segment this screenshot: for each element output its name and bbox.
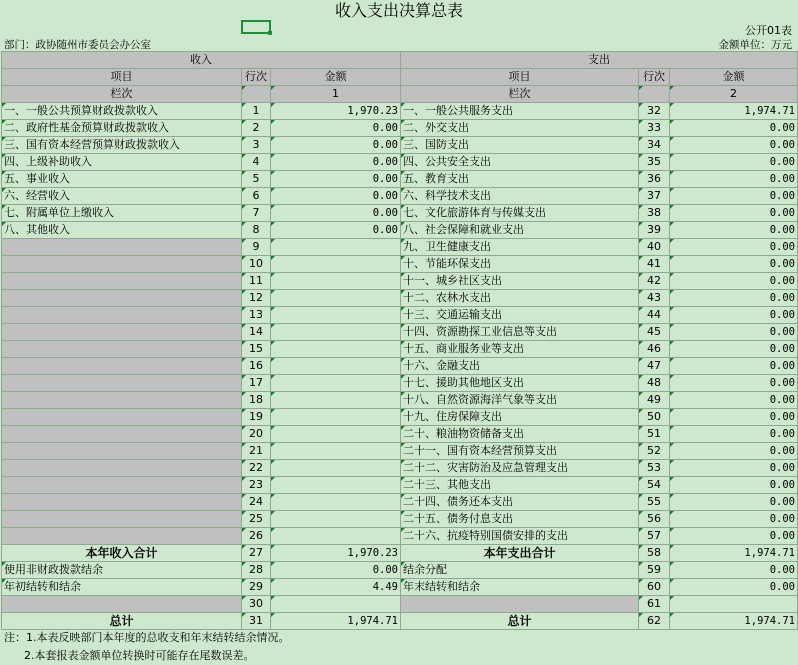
- income-total-label[interactable]: 本年收入合计: [2, 545, 242, 562]
- table-row: [2, 494, 798, 511]
- income-amount-cell[interactable]: 1,970.23: [271, 103, 401, 120]
- expense-line-cell[interactable]: 50: [639, 409, 670, 426]
- footnote-2: 2.本套报表金额单位转换时可能存在尾数误差。: [24, 649, 255, 662]
- expense-item-cell[interactable]: 四、公共安全支出: [401, 154, 639, 171]
- expense-item-cell[interactable]: 三、国防支出: [401, 137, 639, 154]
- expense-amount-cell[interactable]: 0.00: [670, 324, 798, 341]
- expense-item-cell[interactable]: 十八、自然资源海洋气象等支出: [401, 392, 639, 409]
- table-row: [2, 256, 798, 273]
- expense-line-cell[interactable]: 48: [639, 375, 670, 392]
- income-line-cell[interactable]: 8: [242, 222, 271, 239]
- expense-total-label[interactable]: 本年支出合计: [401, 545, 639, 562]
- income-grand-total-line[interactable]: 31: [242, 613, 271, 630]
- income-item-cell[interactable]: [2, 358, 242, 375]
- expense-amount-cell[interactable]: 1,974.71: [670, 103, 798, 120]
- income-item-cell[interactable]: [2, 596, 242, 613]
- income-item-cell[interactable]: 一、一般公共预算财政拨款收入: [2, 103, 242, 120]
- expense-section-header: 支出: [401, 52, 798, 69]
- income-line-cell[interactable]: 7: [242, 205, 271, 222]
- income-amount-cell[interactable]: [271, 239, 401, 256]
- income-grand-total-label[interactable]: 总计: [2, 613, 242, 630]
- income-amount-cell[interactable]: [271, 443, 401, 460]
- income-item-cell[interactable]: 年初结转和结余: [2, 579, 242, 596]
- footnotes: [4, 629, 290, 665]
- expense-amount-cell[interactable]: 0.00: [670, 307, 798, 324]
- balance-row: [2, 562, 798, 579]
- expense-amount-cell[interactable]: 0.00: [670, 392, 798, 409]
- income-item-cell[interactable]: [2, 460, 242, 477]
- expense-amount-cell[interactable]: 0.00: [670, 239, 798, 256]
- income-line-cell[interactable]: 22: [242, 460, 271, 477]
- income-amount-cell[interactable]: 0.00: [271, 137, 401, 154]
- income-item-cell[interactable]: 使用非财政拨款结余: [2, 562, 242, 579]
- expense-line-cell[interactable]: 52: [639, 443, 670, 460]
- footnote-1: 注：1.本表反映部门本年度的总收支和年末结转结余情况。: [4, 631, 290, 644]
- table-row: [2, 239, 798, 256]
- income-amount-cell[interactable]: [271, 273, 401, 290]
- income-grand-total-amount[interactable]: 1,974.71: [271, 613, 401, 630]
- expense-item-cell[interactable]: 十三、交通运输支出: [401, 307, 639, 324]
- expense-amount-cell[interactable]: 0.00: [670, 494, 798, 511]
- table-row: [2, 154, 798, 171]
- income-item-cell[interactable]: 五、事业收入: [2, 171, 242, 188]
- table-row: [2, 409, 798, 426]
- expense-amount-cell[interactable]: 0.00: [670, 358, 798, 375]
- income-item-cell[interactable]: [2, 477, 242, 494]
- expense-amount-cell[interactable]: 0.00: [670, 290, 798, 307]
- income-total-amount[interactable]: 1,970.23: [271, 545, 401, 562]
- table-row: [2, 375, 798, 392]
- income-amount-cell[interactable]: [271, 341, 401, 358]
- balance-row: [2, 579, 798, 596]
- income-item-cell[interactable]: [2, 307, 242, 324]
- table-row: [2, 205, 798, 222]
- income-column-number: 1: [271, 86, 401, 103]
- expense-amount-cell[interactable]: 0.00: [670, 120, 798, 137]
- income-line-cell[interactable]: 18: [242, 392, 271, 409]
- income-amount-cell[interactable]: 0.00: [271, 171, 401, 188]
- income-item-cell[interactable]: [2, 324, 242, 341]
- expense-amount-cell[interactable]: 0.00: [670, 409, 798, 426]
- expense-line-cell[interactable]: 55: [639, 494, 670, 511]
- expense-line-cell[interactable]: 45: [639, 324, 670, 341]
- form-number: 公开01表: [745, 24, 792, 37]
- income-amount-cell[interactable]: [271, 392, 401, 409]
- income-amount-cell[interactable]: [271, 477, 401, 494]
- expense-item-cell[interactable]: 二十、粮油物资储备支出: [401, 426, 639, 443]
- income-amount-cell[interactable]: 0.00: [271, 562, 401, 579]
- expense-line-cell[interactable]: 61: [639, 596, 670, 613]
- income-lanci-blank: [242, 86, 271, 103]
- income-line-cell[interactable]: 14: [242, 324, 271, 341]
- table-row: [2, 528, 798, 545]
- expense-grand-total-amount[interactable]: 1,974.71: [670, 613, 798, 630]
- expense-item-cell[interactable]: 五、教育支出: [401, 171, 639, 188]
- income-line-cell[interactable]: 30: [242, 596, 271, 613]
- expense-amount-cell[interactable]: 0.00: [670, 154, 798, 171]
- expense-line-cell[interactable]: 40: [639, 239, 670, 256]
- table-row: [2, 120, 798, 137]
- table-row: [2, 324, 798, 341]
- income-line-cell[interactable]: 15: [242, 341, 271, 358]
- expense-amount-cell[interactable]: 0.00: [670, 137, 798, 154]
- income-line-cell[interactable]: 25: [242, 511, 271, 528]
- income-item-cell[interactable]: [2, 341, 242, 358]
- expense-amount-cell[interactable]: 0.00: [670, 341, 798, 358]
- column-number-row: [2, 86, 798, 103]
- expense-amount-cell[interactable]: 0.00: [670, 222, 798, 239]
- expense-line-cell[interactable]: 54: [639, 477, 670, 494]
- expense-item-cell[interactable]: 十七、援助其他地区支出: [401, 375, 639, 392]
- table-row: [2, 460, 798, 477]
- expense-item-header: 项目: [401, 69, 639, 86]
- expense-line-cell[interactable]: 47: [639, 358, 670, 375]
- table-row: [2, 290, 798, 307]
- expense-item-cell[interactable]: 二十五、债务付息支出: [401, 511, 639, 528]
- income-line-cell[interactable]: 20: [242, 426, 271, 443]
- expense-line-cell[interactable]: 49: [639, 392, 670, 409]
- expense-amount-cell[interactable]: 0.00: [670, 443, 798, 460]
- income-amount-cell[interactable]: [271, 307, 401, 324]
- income-item-header: 项目: [2, 69, 242, 86]
- expense-amount-cell[interactable]: 0.00: [670, 256, 798, 273]
- expense-line-cell[interactable]: 37: [639, 188, 670, 205]
- income-amount-cell[interactable]: [271, 426, 401, 443]
- income-amount-cell[interactable]: [271, 324, 401, 341]
- expense-amount-cell[interactable]: 0.00: [670, 528, 798, 545]
- expense-column-number: 2: [670, 86, 798, 103]
- income-line-cell[interactable]: 6: [242, 188, 271, 205]
- income-amount-cell[interactable]: [271, 494, 401, 511]
- income-item-cell[interactable]: [2, 375, 242, 392]
- expense-amount-cell[interactable]: 0.00: [670, 477, 798, 494]
- table-row: [2, 103, 798, 120]
- income-line-cell[interactable]: 28: [242, 562, 271, 579]
- income-item-cell[interactable]: [2, 256, 242, 273]
- table-row: [2, 511, 798, 528]
- expense-item-cell[interactable]: 十五、商业服务业等支出: [401, 341, 639, 358]
- expense-item-cell[interactable]: 七、文化旅游体育与传媒支出: [401, 205, 639, 222]
- expense-item-cell[interactable]: 九、卫生健康支出: [401, 239, 639, 256]
- expense-amount-cell[interactable]: 0.00: [670, 205, 798, 222]
- income-amount-cell[interactable]: 0.00: [271, 154, 401, 171]
- table-row: [2, 171, 798, 188]
- balance-row: [2, 596, 798, 613]
- expense-item-cell[interactable]: 二、外交支出: [401, 120, 639, 137]
- expense-item-cell[interactable]: 八、社会保障和就业支出: [401, 222, 639, 239]
- income-item-cell[interactable]: [2, 239, 242, 256]
- table-row: [2, 477, 798, 494]
- income-line-cell[interactable]: 5: [242, 171, 271, 188]
- expense-line-cell[interactable]: 59: [639, 562, 670, 579]
- expense-grand-total-label[interactable]: 总计: [401, 613, 639, 630]
- income-amount-cell[interactable]: 0.00: [271, 205, 401, 222]
- income-line-cell[interactable]: 9: [242, 239, 271, 256]
- income-line-cell[interactable]: 21: [242, 443, 271, 460]
- income-amount-cell[interactable]: [271, 528, 401, 545]
- expense-line-cell[interactable]: 35: [639, 154, 670, 171]
- expense-amount-cell[interactable]: [670, 596, 798, 613]
- expense-item-cell[interactable]: 二十三、其他支出: [401, 477, 639, 494]
- expense-amount-cell[interactable]: 0.00: [670, 426, 798, 443]
- income-item-cell[interactable]: [2, 392, 242, 409]
- income-amount-cell[interactable]: [271, 256, 401, 273]
- income-line-cell[interactable]: 26: [242, 528, 271, 545]
- expense-line-cell[interactable]: 42: [639, 273, 670, 290]
- income-line-cell[interactable]: 16: [242, 358, 271, 375]
- income-amount-cell[interactable]: [271, 409, 401, 426]
- income-item-cell[interactable]: 八、其他收入: [2, 222, 242, 239]
- expense-line-cell[interactable]: 56: [639, 511, 670, 528]
- income-amount-cell[interactable]: 0.00: [271, 120, 401, 137]
- income-item-cell[interactable]: [2, 494, 242, 511]
- income-amount-cell[interactable]: 0.00: [271, 188, 401, 205]
- table-row: [2, 137, 798, 154]
- report-title: 收入支出决算总表: [334, 1, 463, 20]
- income-amount-cell[interactable]: [271, 375, 401, 392]
- income-item-cell[interactable]: [2, 273, 242, 290]
- grand-total-row: [2, 613, 798, 630]
- income-amount-header: 金额: [271, 69, 401, 86]
- table-row: [2, 358, 798, 375]
- income-item-cell[interactable]: [2, 511, 242, 528]
- expense-line-cell[interactable]: 51: [639, 426, 670, 443]
- table-row: [2, 307, 798, 324]
- income-expense-table: [1, 51, 798, 630]
- income-section-header: 收入: [2, 52, 401, 69]
- income-line-header: 行次: [242, 69, 271, 86]
- income-line-cell[interactable]: 2: [242, 120, 271, 137]
- column-header-row: [2, 69, 798, 86]
- income-line-cell[interactable]: 24: [242, 494, 271, 511]
- expense-item-cell[interactable]: 十六、金融支出: [401, 358, 639, 375]
- expense-grand-total-line[interactable]: 62: [639, 613, 670, 630]
- expense-amount-cell[interactable]: 0.00: [670, 562, 798, 579]
- table-row: [2, 341, 798, 358]
- selected-cell-cursor[interactable]: [241, 20, 271, 34]
- income-amount-cell[interactable]: 0.00: [271, 222, 401, 239]
- expense-line-cell[interactable]: 33: [639, 120, 670, 137]
- expense-item-cell[interactable]: 一、一般公共服务支出: [401, 103, 639, 120]
- income-item-cell[interactable]: [2, 443, 242, 460]
- income-line-cell[interactable]: 23: [242, 477, 271, 494]
- expense-item-cell[interactable]: 十二、农林水支出: [401, 290, 639, 307]
- table-row: [2, 392, 798, 409]
- expense-item-cell[interactable]: 二十二、灾害防治及应急管理支出: [401, 460, 639, 477]
- expense-line-cell[interactable]: 38: [639, 205, 670, 222]
- income-line-cell[interactable]: 19: [242, 409, 271, 426]
- expense-amount-cell[interactable]: 0.00: [670, 273, 798, 290]
- income-line-cell[interactable]: 11: [242, 273, 271, 290]
- income-item-cell[interactable]: 六、经营收入: [2, 188, 242, 205]
- income-line-cell[interactable]: 3: [242, 137, 271, 154]
- department-label: 部门：政协随州市委员会办公室: [4, 39, 151, 51]
- expense-line-cell[interactable]: 60: [639, 579, 670, 596]
- income-amount-cell[interactable]: [271, 290, 401, 307]
- income-amount-cell[interactable]: [271, 596, 401, 613]
- table-row: [2, 188, 798, 205]
- expense-amount-cell[interactable]: 0.00: [670, 375, 798, 392]
- expense-item-cell[interactable]: 十九、住房保障支出: [401, 409, 639, 426]
- income-total-line[interactable]: 27: [242, 545, 271, 562]
- income-item-cell[interactable]: 二、政府性基金预算财政拨款收入: [2, 120, 242, 137]
- expense-amount-cell[interactable]: 0.00: [670, 579, 798, 596]
- income-line-cell[interactable]: 4: [242, 154, 271, 171]
- expense-lanci-label: 栏次: [401, 86, 639, 103]
- expense-amount-cell[interactable]: 0.00: [670, 188, 798, 205]
- expense-line-cell[interactable]: 44: [639, 307, 670, 324]
- expense-line-cell[interactable]: 46: [639, 341, 670, 358]
- income-line-cell[interactable]: 17: [242, 375, 271, 392]
- income-item-cell[interactable]: [2, 290, 242, 307]
- income-line-cell[interactable]: 29: [242, 579, 271, 596]
- expense-item-cell[interactable]: 六、科学技术支出: [401, 188, 639, 205]
- income-lanci-label: 栏次: [2, 86, 242, 103]
- income-item-cell[interactable]: 七、附属单位上缴收入: [2, 205, 242, 222]
- section-header-row: [2, 52, 798, 69]
- expense-amount-header: 金额: [670, 69, 798, 86]
- income-amount-cell[interactable]: [271, 358, 401, 375]
- income-amount-cell[interactable]: 4.49: [271, 579, 401, 596]
- income-amount-cell[interactable]: [271, 511, 401, 528]
- expense-total-line[interactable]: 58: [639, 545, 670, 562]
- income-line-cell[interactable]: 13: [242, 307, 271, 324]
- expense-line-cell[interactable]: 41: [639, 256, 670, 273]
- expense-amount-cell[interactable]: 0.00: [670, 171, 798, 188]
- expense-line-cell[interactable]: 43: [639, 290, 670, 307]
- income-item-cell[interactable]: [2, 409, 242, 426]
- income-line-cell[interactable]: 10: [242, 256, 271, 273]
- expense-item-cell[interactable]: 二十六、抗疫特别国债安排的支出: [401, 528, 639, 545]
- expense-total-amount[interactable]: 1,974.71: [670, 545, 798, 562]
- income-amount-cell[interactable]: [271, 460, 401, 477]
- table-row: [2, 222, 798, 239]
- expense-line-cell[interactable]: 32: [639, 103, 670, 120]
- expense-item-cell[interactable]: 十、节能环保支出: [401, 256, 639, 273]
- expense-item-cell[interactable]: [401, 596, 639, 613]
- expense-line-cell[interactable]: 39: [639, 222, 670, 239]
- table-row: [2, 273, 798, 290]
- expense-item-cell[interactable]: 十一、城乡社区支出: [401, 273, 639, 290]
- expense-item-cell[interactable]: 二十一、国有资本经营预算支出: [401, 443, 639, 460]
- expense-item-cell[interactable]: 结余分配: [401, 562, 639, 579]
- expense-line-cell[interactable]: 57: [639, 528, 670, 545]
- expense-line-cell[interactable]: 36: [639, 171, 670, 188]
- income-item-cell[interactable]: 四、上级补助收入: [2, 154, 242, 171]
- income-item-cell[interactable]: [2, 528, 242, 545]
- table-row: [2, 443, 798, 460]
- income-line-cell[interactable]: 12: [242, 290, 271, 307]
- income-item-cell[interactable]: 三、国有资本经营预算财政拨款收入: [2, 137, 242, 154]
- expense-item-cell[interactable]: 二十四、债务还本支出: [401, 494, 639, 511]
- amount-unit-label: 金额单位：万元: [718, 39, 792, 51]
- income-line-cell[interactable]: 1: [242, 103, 271, 120]
- expense-item-cell[interactable]: 十四、资源勘探工业信息等支出: [401, 324, 639, 341]
- expense-line-cell[interactable]: 34: [639, 137, 670, 154]
- expense-amount-cell[interactable]: 0.00: [670, 460, 798, 477]
- income-item-cell[interactable]: [2, 426, 242, 443]
- table-row: [2, 426, 798, 443]
- total-row: [2, 545, 798, 562]
- expense-item-cell[interactable]: 年末结转和结余: [401, 579, 639, 596]
- expense-line-cell[interactable]: 53: [639, 460, 670, 477]
- expense-line-header: 行次: [639, 69, 670, 86]
- expense-lanci-blank: [639, 86, 670, 103]
- expense-amount-cell[interactable]: 0.00: [670, 511, 798, 528]
